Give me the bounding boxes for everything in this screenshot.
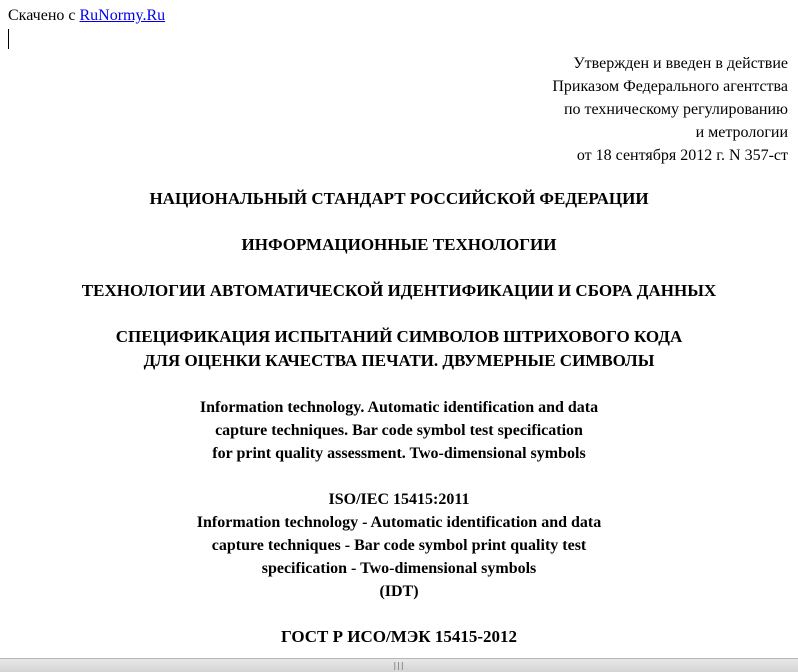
- standard-heading: НАЦИОНАЛЬНЫЙ СТАНДАРТ РОССИЙСКОЙ ФЕДЕРАЦИИ: [149, 189, 649, 208]
- title-line-2: ТЕХНОЛОГИИ АВТОМАТИЧЕСКОЙ ИДЕНТИФИКАЦИИ И СБОРА ДАННЫХ: [81, 281, 717, 300]
- english-title-line: capture techniques. Bar code symbol test specification: [215, 422, 583, 439]
- source-line: [8, 6, 165, 26]
- english-title-line: for print quality assessment. Two-dimensional symbols: [212, 445, 586, 462]
- iso-idt: (IDT): [379, 583, 419, 600]
- iso-title-line: capture techniques - Bar code symbol print quality test: [211, 537, 587, 554]
- title-line-3: [0, 325, 798, 373]
- iso-block: [0, 488, 798, 603]
- title-line-3a: СПЕЦИФИКАЦИЯ ИСПЫТАНИЙ СИМВОЛОВ ШТРИХОВОГО КОДА: [115, 327, 683, 346]
- source-link[interactable]: RuNormy.Ru: [79, 7, 166, 24]
- english-title: [0, 396, 798, 465]
- approval-line: по техническому регулированию: [563, 101, 788, 118]
- iso-number: ISO/IEC 15415:2011: [328, 491, 470, 508]
- text-cursor: [8, 29, 9, 49]
- english-title-line: Information technology. Automatic identification and data: [199, 399, 599, 416]
- horizontal-scrollbar[interactable]: [0, 658, 798, 672]
- approval-block: [448, 52, 788, 167]
- iso-title-line: specification - Two-dimensional symbols: [261, 560, 537, 577]
- approval-line: Приказом Федерального агентства: [552, 78, 788, 95]
- iso-title-line: Information technology - Automatic identification and data: [196, 514, 602, 531]
- approval-line: Утвержден и введен в действие: [573, 55, 788, 72]
- approval-line: от 18 сентября 2012 г. N 357-ст: [576, 147, 788, 164]
- title-line-3b: ДЛЯ ОЦЕНКИ КАЧЕСТВА ПЕЧАТИ. ДВУМЕРНЫЕ СИМВОЛЫ: [143, 351, 655, 370]
- approval-line: и метрологии: [695, 124, 788, 141]
- gost-number: ГОСТ Р ИСО/МЭК 15415-2012: [280, 627, 518, 646]
- title-line-1: ИНФОРМАЦИОННЫЕ ТЕХНОЛОГИИ: [241, 235, 557, 254]
- grip-lines-icon[interactable]: |||: [393, 661, 405, 670]
- source-prefix: Скачено с: [8, 7, 80, 24]
